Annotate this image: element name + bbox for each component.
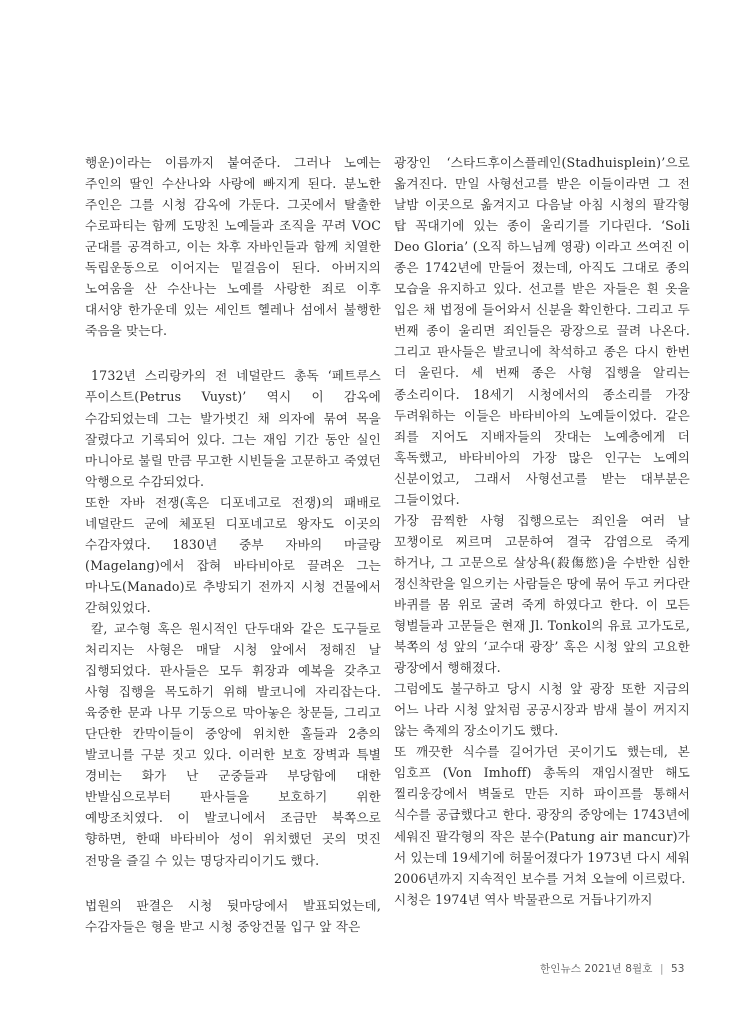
publication-name: 한인뉴스 2021년 8월호 — [540, 963, 653, 975]
left-paragraph-4: 칼, 교수형 혹은 원시적인 단두대와 같은 도구들로 처리지는 사형은 매달 시청 앞에서 정해진 날 집행되었다. 판사들은 모두 휘장과 예복을 갖추고 사형 집행을 목도하기 위해 발코니에 자리잡는다. 육중한 문과 나무 기둥으로 막아놓은 창문들, 그리고 단단한 칸막이들이 중앙에 위치한 홀들과 2층의 발코니를 구분 짓고 있다. 이러한 보호 장벽과 특별 경비는 화가 난 군중들과 부당함에 대한 반발심으로부터 판사들을 보호하기 위한 예방조치였다. 이 발코니에서 조금만 북쪽으로 향하면, 한때 바타비아 성이 위치했던 곳의 멋진 전망을 즐길 수 있는 명당자리이기도 했다. — [85, 620, 381, 868]
page-number: 53 — [671, 963, 685, 975]
left-paragraph-3: 또한 자바 전쟁(혹은 디포네고로 전쟁)의 패배로 네덜란드 군에 체포된 디포네고로 왕자도 이곳의 수감자였다. 1830년 중부 자바의 마글랑(Magelang)에서 잡혀 바타비아로 끌려온 그는 마나도(Manado)로 추방되기 전까지 시청 건물에서 갇혀있었다. — [85, 494, 381, 615]
right-paragraph-1: 광장인 ‘스타드후이스플레인(Stadhuisplein)’으로 옮겨진다. 만일 사형선고를 받은 이들이라면 그 전 날밤 이곳으로 옮겨지고 다음날 아침 시청의 팔각형 탑 꼭대기에 있는 종이 울리기를 기다린다. ‘Soli Deo Gloria’ (오직 하느님께 영광) 이라고 쓰여진 이 종은 1742년에 만들어 졌는데, 아직도 그대로 종의 모습을 유지하고 있다. 선고를 받은 자들은 흰 옷을 입은 채 법정에 들어와서 신분을 확인한다. 그리고 두 번째 종이 울리면 죄인들은 광장으로 끌려 나온다. 그리고 판사들은 발코니에 착석하고 종은 다시 한번 더 울린다. 세 번째 종은 사형 집행을 알리는 종소리이다. 18세기 시청에서의 종소리를 가장 두려워하는 이들은 바타비아의 노예들이었다. 같은 죄를 지어도 지배자들의 잣대는 노예층에게 더 혹독했고, 바타비아의 가장 많은 인구는 노예의 신분이었고, 그래서 사형선고를 받는 대부분은 그들이었다. — [394, 155, 690, 507]
paragraph-spacer — [85, 871, 381, 895]
right-paragraph-5: 시청은 1974년 역사 박물관으로 거듭나기까지 — [394, 891, 653, 907]
right-column — [394, 152, 690, 910]
left-column — [85, 152, 381, 937]
right-paragraph-4: 또 깨끗한 식수를 길어가던 곳이기도 했는데, 본 임호프 (Von Imhoff) 총독의 재임시절만 해도 찔리웅강에서 벽돌로 만든 지하 파이프를 통해서 식수를 공급했다고 한다. 광장의 중앙에는 1743년에 세워진 팔각형의 작은 분수(Patung air mancur)가 서 있는데 19세기에 허물어졌다가 1973년 다시 세워 2006년까지 지속적인 보수를 거쳐 오늘에 이르렀다. — [394, 744, 690, 886]
footer-separator: | — [659, 963, 664, 975]
page-footer — [540, 961, 685, 976]
left-paragraph-5: 법원의 판결은 시청 뒷마당에서 발표되었는데, 수감자들은 형을 받고 시청 중앙건물 입구 앞 작은 — [85, 897, 381, 934]
right-paragraph-3: 그럼에도 불구하고 당시 시청 앞 광장 또한 지금의 어느 나라 시청 앞처럼 공공시장과 밤새 불이 꺼지지 않는 축제의 장소이기도 했다. — [394, 681, 690, 739]
left-paragraph-1: 행운)이라는 이름까지 붙여준다. 그러나 노예는 주인의 딸인 수산나와 사랑에 빠지게 된다. 분노한 주인은 그를 시청 감옥에 가둔다. 그곳에서 탈출한 수로파티는 함께 도망친 노예들과 조직을 꾸려 VOC 군대를 공격하고, 이는 차후 자바인들과 함께 치열한 독립운동으로 이어지는 밑걸음이 된다. 아버지의 노여움을 산 수산나는 노예를 사랑한 죄로 이후 대서양 한가운데 있는 세인트 헬레나 섬에서 불행한 죽음을 맞는다. — [85, 155, 381, 339]
left-paragraph-2: 1732년 스리랑카의 전 네덜란드 총독 ‘페트루스 푸이스트(Petrus Vuyst)’ 역시 이 감옥에 수감되었는데 그는 발가벗긴 채 의자에 묶여 목을 잘렸다고 기록되어 있다. 그는 재임 기간 동안 실인 마니아로 불릴 만큼 무고한 시빈들을 고문하고 죽였던 악행으로 수감되었다. — [85, 368, 381, 489]
paragraph-spacer — [85, 341, 381, 365]
right-paragraph-2: 가장 끔찍한 사형 집행으로는 죄인을 여러 날 꼬챙이로 찌르며 고문하여 결국 감염으로 죽게 하거나, 그 고문으로 살상욕(殺傷慾)을 수반한 심한 정신착란을 일으키는 사람들은 땅에 묶어 두고 커다란 바퀴를 몸 위로 굴려 죽게 하였다고 한다. 이 모든 형벌들과 고문들은 현재 Jl. Tonkol의 유료 고가도로, 북쪽의 성 앞의 ‘교수대 광장’ 혹은 시청 앞의 고요한 광장에서 행해졌다. — [394, 512, 690, 676]
